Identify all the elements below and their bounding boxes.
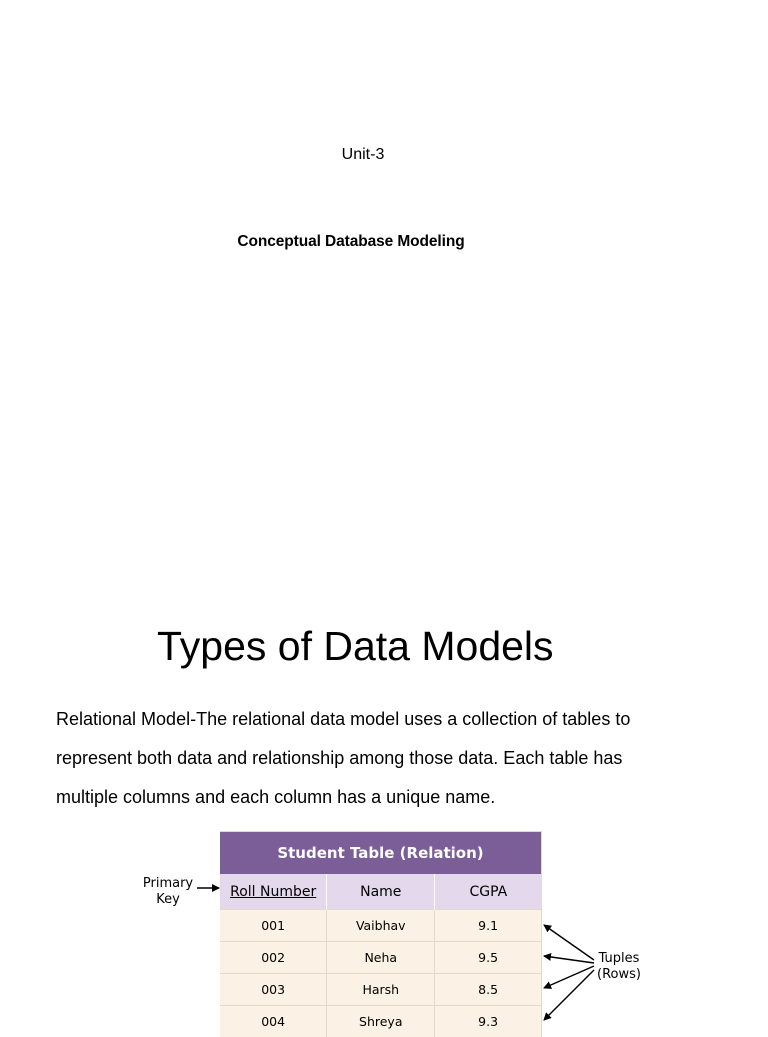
tuples-label-line-2: (Rows) [596, 967, 642, 983]
primary-key-label-line-1: Primary [140, 876, 196, 892]
cell-cgpa: 9.5 [435, 942, 542, 974]
column-header-name: Name [327, 874, 435, 910]
cell-roll-number: 004 [220, 1006, 327, 1037]
cell-name: Vaibhav [327, 910, 435, 942]
paragraph-line-1: Relational Model-The relational data model uses a collection of tables to [56, 709, 630, 730]
table-row [220, 974, 542, 1006]
tuples-annotation [596, 951, 642, 983]
cell-roll-number: 003 [220, 974, 327, 1006]
tuples-label-line-1: Tuples [596, 951, 642, 967]
student-relation-table [220, 831, 542, 1037]
column-header-roll-number: Roll Number [220, 874, 327, 910]
unit-label: Unit-3 [0, 146, 726, 164]
cell-roll-number: 001 [220, 910, 327, 942]
cell-roll-number: 002 [220, 942, 327, 974]
primary-key-annotation [140, 876, 196, 908]
table-row [220, 910, 542, 942]
paragraph-line-2: represent both data and relationship among those data. Each table has [56, 748, 622, 769]
section-heading: Types of Data Models [157, 622, 554, 671]
cell-cgpa: 9.3 [435, 1006, 542, 1037]
column-header-cgpa: CGPA [435, 874, 542, 910]
cell-cgpa: 9.1 [435, 910, 542, 942]
relation-title: Student Table (Relation) [220, 832, 542, 875]
tuple-arrow-4 [544, 970, 594, 1020]
cell-name: Harsh [327, 974, 435, 1006]
table-row [220, 942, 542, 974]
primary-key-label-line-2: Key [140, 892, 196, 908]
document-subtitle: Conceptual Database Modeling [0, 233, 702, 251]
tuple-arrow-1 [544, 925, 594, 960]
cell-cgpa: 8.5 [435, 974, 542, 1006]
paragraph-line-3: multiple columns and each column has a unique name. [56, 787, 495, 808]
table-row [220, 1006, 542, 1037]
cell-name: Neha [327, 942, 435, 974]
cell-name: Shreya [327, 1006, 435, 1037]
tuple-arrow-2 [544, 956, 594, 963]
tuple-arrow-3 [544, 966, 594, 988]
